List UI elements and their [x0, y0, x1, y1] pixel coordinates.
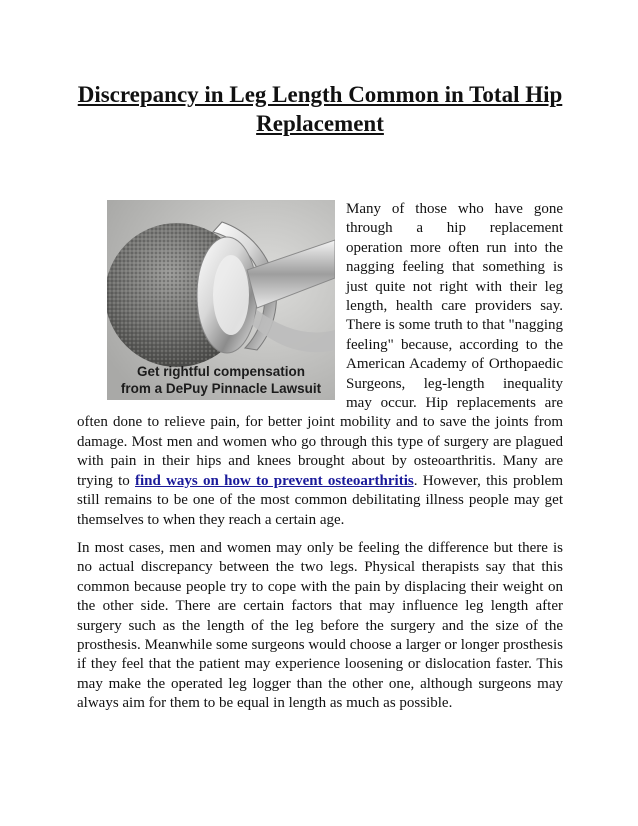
image-caption-line-2: from a DePuy Pinnacle Lawsuit	[120, 381, 322, 396]
paragraph-1-text-end: . However, this problem still remains to be one of the most common debilitating illness people may get themselves to when they reach a certain age.	[77, 472, 563, 528]
image-caption-line-1: Get rightful compensation	[136, 364, 305, 379]
article-body	[77, 200, 563, 714]
paragraph-2: In most cases, men and women may only be feeling the difference but there is no actual discrepancy between the two legs. Physical therapists say that this common because people try to cope with the pain by displacing their weight on the other side. There are certain factors that may influence leg length after surgery such as the length of the leg before the surgery and the size of the prosthesis. Meanwhile some surgeons would choose a larger or longer prosthesis if they feel that the patient may experience loosening or dislocation faster. This may make the operated leg logger than the other one, although surgeons may always aim for them to be equal in length as much as possible.	[77, 539, 563, 712]
prevent-osteoarthritis-link[interactable]: find ways on how to prevent osteoarthritis	[135, 472, 414, 489]
paragraph-1	[77, 200, 563, 530]
hip-implant-image	[107, 200, 335, 400]
paragraph-1-text: Many of those who have gone through a hip replacement operation more often run into the nagging feeling that something is just quite not right with their leg length, health care providers say. There is some truth to that "nagging feeling" because, according to the American Academy of Orthopaedic Surgeons, leg-length inequality may occur. Hip replacements are often done to relieve pain, for better joint mobility and to save the joints from damage. Most men and women who go through this type of surgery are plagued with pain in their hips and knees brought about by osteoarthritis. Many are trying to	[77, 201, 563, 489]
page-title: Discrepancy in Leg Length Common in Total Hip Replacement	[77, 82, 563, 136]
